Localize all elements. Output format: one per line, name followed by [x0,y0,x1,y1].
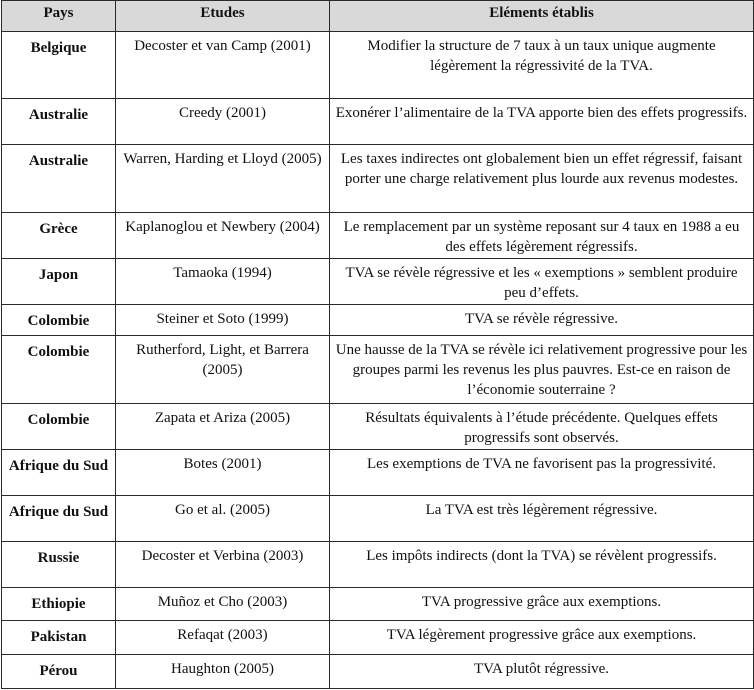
pays-cell: Australie [2,145,116,212]
etudes-cell: Go et al. (2005) [116,495,330,541]
etudes-cell: Warren, Harding et Lloyd (2005) [116,145,330,212]
elements-cell: Les exemptions de TVA ne favorisent pas la progressivité. [330,449,754,495]
table-row [2,655,754,689]
etudes-cell: Tamaoka (1994) [116,258,330,304]
table-row [2,99,754,145]
etudes-cell: Kaplanoglou et Newbery (2004) [116,212,330,258]
elements-cell: Une hausse de la TVA se révèle ici relativement progressive pour les groupes parmi les revenus les plus pauvres. Est-ce en raison de l’économie souterraine ? [330,336,754,403]
table-row [2,449,754,495]
table-row [2,336,754,403]
pays-cell: Afrique du Sud [2,495,116,541]
elements-cell: La TVA est très légèrement régressive. [330,495,754,541]
elements-cell: Exonérer l’alimentaire de la TVA apporte bien des effets progressifs. [330,99,754,145]
studies-table [1,0,754,689]
etudes-cell: Botes (2001) [116,449,330,495]
elements-cell: Les impôts indirects (dont la TVA) se révèlent progressifs. [330,541,754,587]
table-row [2,621,754,655]
header-elements: Eléments établis [330,1,754,32]
pays-cell: Pakistan [2,621,116,655]
elements-cell: Modifier la structure de 7 taux à un taux unique augmente légèrement la régressivité de la TVA. [330,32,754,99]
pays-cell: Japon [2,258,116,304]
header-pays: Pays [2,1,116,32]
etudes-cell: Zapata et Ariza (2005) [116,403,330,449]
elements-cell: Le remplacement par un système reposant sur 4 taux en 1988 a eu des effets légèrement régressifs. [330,212,754,258]
pays-cell: Belgique [2,32,116,99]
pays-cell: Ethiopie [2,587,116,621]
pays-cell: Afrique du Sud [2,449,116,495]
etudes-cell: Muñoz et Cho (2003) [116,587,330,621]
elements-cell: TVA se révèle régressive et les « exemptions » semblent produire peu d’effets. [330,258,754,304]
table-row [2,32,754,99]
elements-cell: Les taxes indirectes ont globalement bien un effet régressif, faisant porter une charge relativement plus lourde aux revenus modestes. [330,145,754,212]
etudes-cell: Decoster et Verbina (2003) [116,541,330,587]
pays-cell: Colombie [2,403,116,449]
etudes-cell: Creedy (2001) [116,99,330,145]
elements-cell: TVA progressive grâce aux exemptions. [330,587,754,621]
etudes-cell: Refaqat (2003) [116,621,330,655]
table-row [2,403,754,449]
etudes-cell: Decoster et van Camp (2001) [116,32,330,99]
elements-cell: TVA plutôt régressive. [330,655,754,689]
pays-cell: Pérou [2,655,116,689]
elements-cell: TVA légèrement progressive grâce aux exemptions. [330,621,754,655]
etudes-cell: Steiner et Soto (1999) [116,304,330,336]
etudes-cell: Haughton (2005) [116,655,330,689]
etudes-cell: Rutherford, Light, et Barrera (2005) [116,336,330,403]
table-row [2,212,754,258]
pays-cell: Russie [2,541,116,587]
pays-cell: Colombie [2,336,116,403]
pays-cell: Colombie [2,304,116,336]
pays-cell: Grèce [2,212,116,258]
header-row [2,1,754,32]
header-etudes: Etudes [116,1,330,32]
table-row [2,304,754,336]
table-row [2,495,754,541]
table-row [2,258,754,304]
pays-cell: Australie [2,99,116,145]
elements-cell: Résultats équivalents à l’étude précédente. Quelques effets progressifs sont observés. [330,403,754,449]
elements-cell: TVA se révèle régressive. [330,304,754,336]
table-row [2,587,754,621]
table-row [2,145,754,212]
table-row [2,541,754,587]
